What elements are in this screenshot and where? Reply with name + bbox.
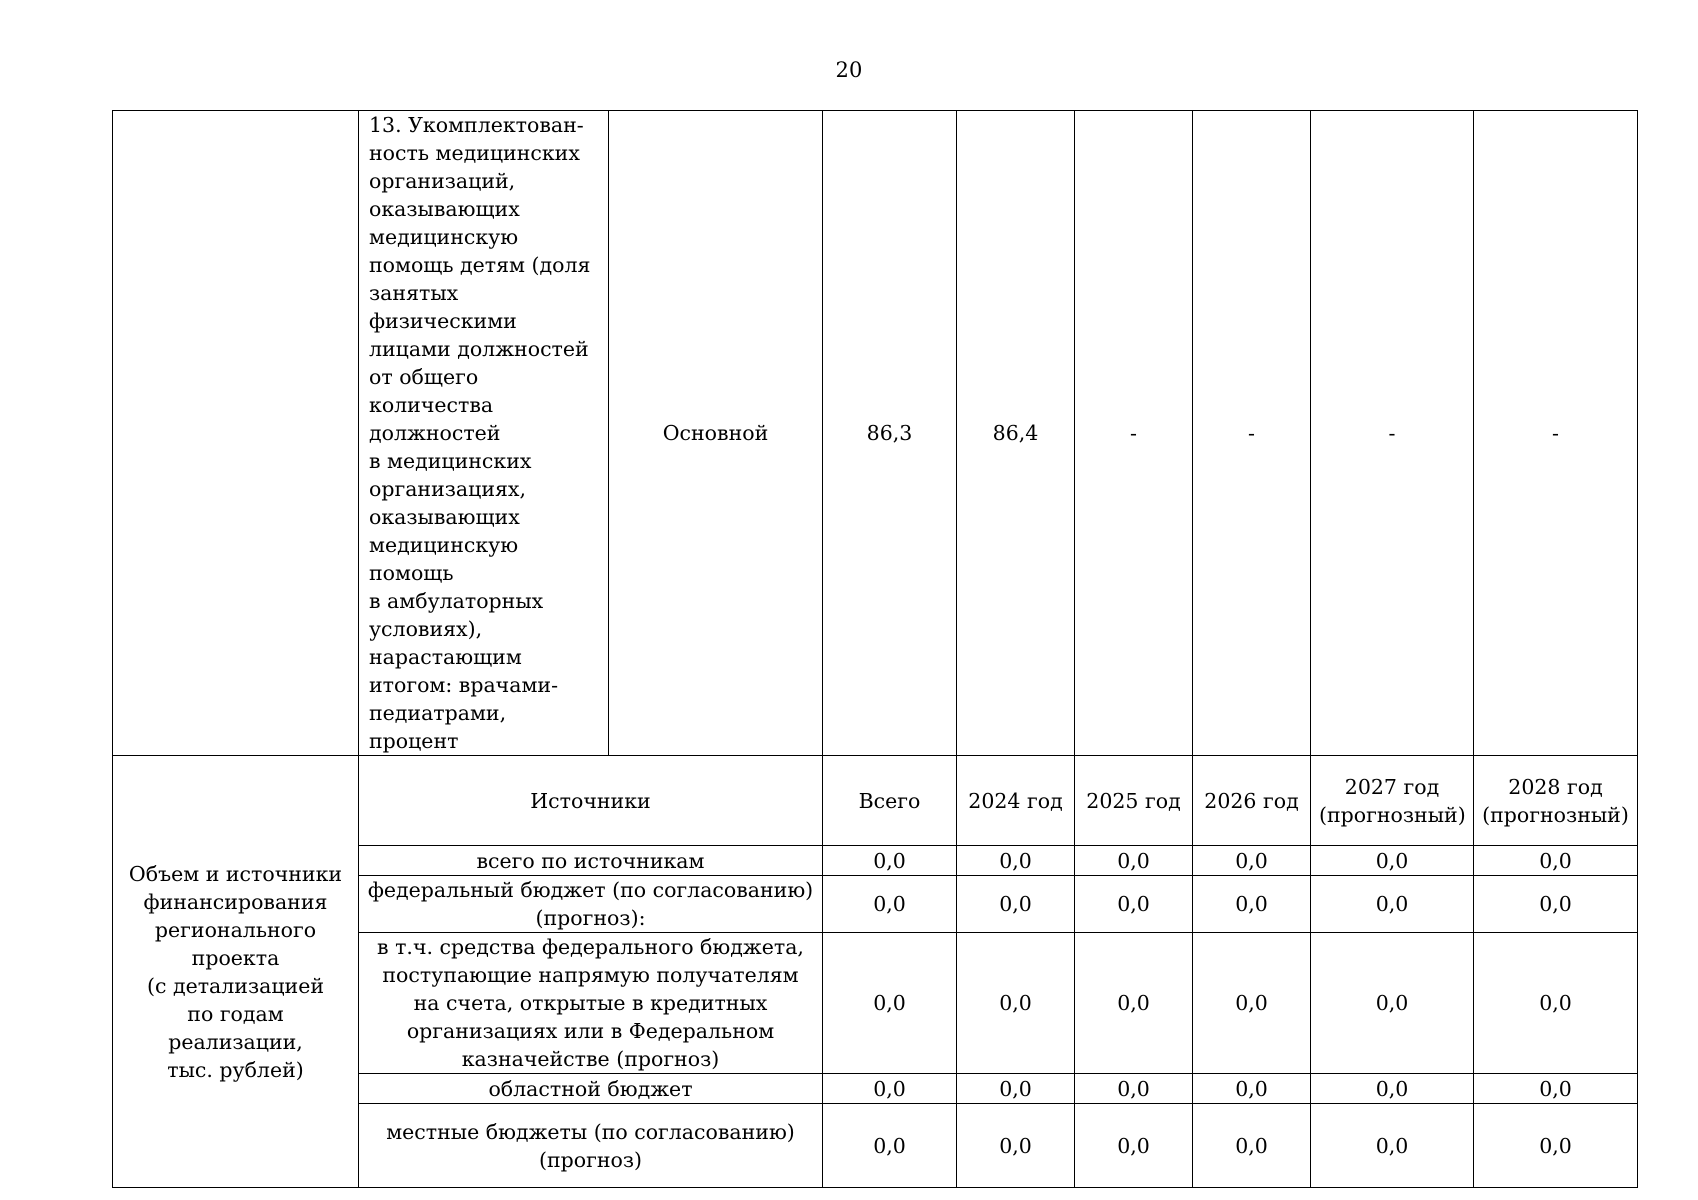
source-value: 0,0 bbox=[1193, 876, 1311, 933]
source-value: 0,0 bbox=[1075, 846, 1193, 876]
financing-header-row bbox=[113, 756, 1638, 846]
header-total: Всего bbox=[823, 756, 957, 846]
source-value: 0,0 bbox=[1311, 1074, 1474, 1104]
source-value: 0,0 bbox=[957, 876, 1075, 933]
financing-label: Объем и источники финансирования регионального проекта (с детализацией по годам реализации, тыс. рублей) bbox=[113, 756, 359, 1188]
indicator-value: - bbox=[1193, 111, 1311, 756]
source-value: 0,0 bbox=[1474, 1104, 1638, 1188]
source-value: 0,0 bbox=[823, 1104, 957, 1188]
source-value: 0,0 bbox=[823, 846, 957, 876]
indicator-type: Основной bbox=[609, 111, 823, 756]
source-name: областной бюджет bbox=[359, 1074, 823, 1104]
source-value: 0,0 bbox=[1075, 933, 1193, 1074]
indicator-value: 86,4 bbox=[957, 111, 1075, 756]
source-value: 0,0 bbox=[957, 1104, 1075, 1188]
source-value: 0,0 bbox=[1193, 933, 1311, 1074]
source-name: федеральный бюджет (по согласованию) (прогноз): bbox=[359, 876, 823, 933]
header-year: 2024 год bbox=[957, 756, 1075, 846]
source-value: 0,0 bbox=[823, 1074, 957, 1104]
indicator-row bbox=[113, 111, 1638, 756]
passport-table bbox=[112, 110, 1638, 1188]
source-value: 0,0 bbox=[1193, 1104, 1311, 1188]
source-value: 0,0 bbox=[957, 933, 1075, 1074]
header-year: 2025 год bbox=[1075, 756, 1193, 846]
source-name: всего по источникам bbox=[359, 846, 823, 876]
page-number: 20 bbox=[835, 58, 863, 82]
header-sources: Источники bbox=[359, 756, 823, 846]
header-year: 2027 год (прогнозный) bbox=[1311, 756, 1474, 846]
indicator-value: - bbox=[1474, 111, 1638, 756]
source-value: 0,0 bbox=[823, 933, 957, 1074]
source-value: 0,0 bbox=[1311, 1104, 1474, 1188]
source-value: 0,0 bbox=[1075, 876, 1193, 933]
indicator-value: - bbox=[1311, 111, 1474, 756]
source-value: 0,0 bbox=[957, 1074, 1075, 1104]
source-name: местные бюджеты (по согласованию) (прогноз) bbox=[359, 1104, 823, 1188]
indicator-value: - bbox=[1075, 111, 1193, 756]
source-value: 0,0 bbox=[957, 846, 1075, 876]
source-value: 0,0 bbox=[1474, 876, 1638, 933]
source-value: 0,0 bbox=[1474, 1074, 1638, 1104]
empty-label-cell bbox=[113, 111, 359, 756]
source-value: 0,0 bbox=[1075, 1074, 1193, 1104]
source-value: 0,0 bbox=[1474, 846, 1638, 876]
source-value: 0,0 bbox=[1474, 933, 1638, 1074]
source-value: 0,0 bbox=[1193, 1074, 1311, 1104]
header-year: 2026 год bbox=[1193, 756, 1311, 846]
header-year: 2028 год (прогнозный) bbox=[1474, 756, 1638, 846]
source-value: 0,0 bbox=[823, 876, 957, 933]
source-value: 0,0 bbox=[1193, 846, 1311, 876]
source-value: 0,0 bbox=[1075, 1104, 1193, 1188]
indicator-value: 86,3 bbox=[823, 111, 957, 756]
source-value: 0,0 bbox=[1311, 933, 1474, 1074]
source-value: 0,0 bbox=[1311, 876, 1474, 933]
source-value: 0,0 bbox=[1311, 846, 1474, 876]
source-name: в т.ч. средства федерального бюджета, поступающие напрямую получателям на счета, открытые в кредитных организациях или в Федеральном казначействе (прогноз) bbox=[359, 933, 823, 1074]
indicator-name: 13. Укомплектован- ность медицинских организаций, оказывающих медицинскую помощь детям (доля занятых физическими лицами должностей от общего количества должностей в медицинских организациях, оказывающих медицинскую помощь в амбулаторных условиях), нарастающим итогом: врачами- педиатрами, процент bbox=[359, 111, 609, 756]
